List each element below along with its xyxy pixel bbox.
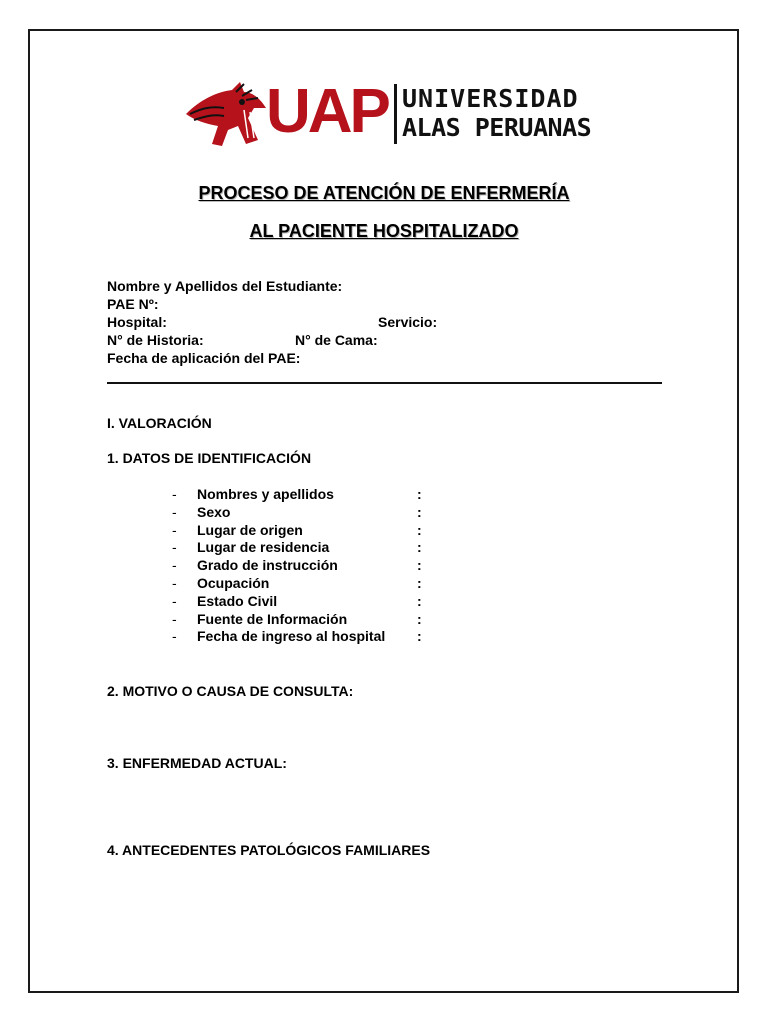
- list-item-label: Lugar de residencia: [197, 539, 330, 556]
- list-bullet: -: [172, 574, 177, 591]
- list-item-colon: :: [417, 486, 422, 502]
- service-label: Servicio:: [378, 314, 438, 330]
- list-item-label: Fecha de ingreso al hospital: [197, 628, 386, 645]
- list-item-colon: :: [417, 628, 422, 645]
- document-title-line-2: AL PACIENTE HOSPITALIZADO: [249, 221, 519, 241]
- section-antecedentes: 4. ANTECEDENTES PATOLÓGICOS FAMILIARES: [107, 842, 431, 858]
- history-number-label: N° de Historia:: [107, 332, 204, 348]
- section-datos-identificacion: 1. DATOS DE IDENTIFICACIÓN: [107, 450, 312, 466]
- list-item-label: Fuente de Información: [197, 610, 348, 627]
- logo-university-name: [402, 84, 591, 142]
- list-item-colon: :: [417, 503, 422, 520]
- application-date-label: Fecha de aplicación del PAE:: [107, 350, 301, 366]
- list-item-colon: :: [417, 610, 422, 627]
- list-item-label: Ocupación: [197, 574, 270, 591]
- list-bullet: -: [172, 628, 177, 645]
- logo-uap-letters: UAP: [266, 77, 388, 146]
- list-bullet: -: [172, 503, 177, 520]
- list-item-colon: :: [417, 521, 422, 538]
- list-bullet: -: [172, 486, 177, 502]
- list-bullet: -: [172, 610, 177, 627]
- logo-divider: [394, 84, 397, 144]
- list-item-label: Sexo: [197, 503, 231, 520]
- list-item-colon: :: [417, 574, 422, 591]
- list-item-label: Estado Civil: [197, 592, 278, 609]
- list-bullet: -: [172, 557, 177, 574]
- horizontal-divider: [107, 382, 662, 384]
- document-title-line-1: PROCESO DE ATENCIÓN DE ENFERMERÍA: [198, 183, 570, 203]
- section-enfermedad-actual: 3. ENFERMEDAD ACTUAL:: [107, 755, 287, 771]
- hospital-label: Hospital:: [107, 314, 167, 330]
- pae-number-label: PAE Nº:: [107, 296, 159, 312]
- list-bullet: -: [172, 539, 177, 556]
- logo-line-2: ALAS PERUANAS: [402, 113, 592, 142]
- bed-number-label: N° de Cama:: [295, 332, 378, 348]
- list-item-colon: :: [417, 557, 422, 574]
- section-motivo-consulta: 2. MOTIVO O CAUSA DE CONSULTA:: [107, 683, 354, 699]
- list-bullet: -: [172, 592, 177, 609]
- logo-line-1: UNIVERSIDAD: [402, 84, 579, 113]
- student-name-label: Nombre y Apellidos del Estudiante:: [107, 278, 343, 294]
- list-item-label: Lugar de origen: [197, 521, 303, 538]
- bird-emblem-icon: [182, 78, 272, 150]
- list-bullet: -: [172, 521, 177, 538]
- list-item-label: Grado de instrucción: [197, 557, 338, 574]
- list-item-colon: :: [417, 539, 422, 556]
- section-valoracion: I. VALORACIÓN: [107, 415, 212, 431]
- university-logo: [182, 78, 592, 150]
- list-item-label: Nombres y apellidos: [197, 486, 334, 502]
- list-item-colon: :: [417, 592, 422, 609]
